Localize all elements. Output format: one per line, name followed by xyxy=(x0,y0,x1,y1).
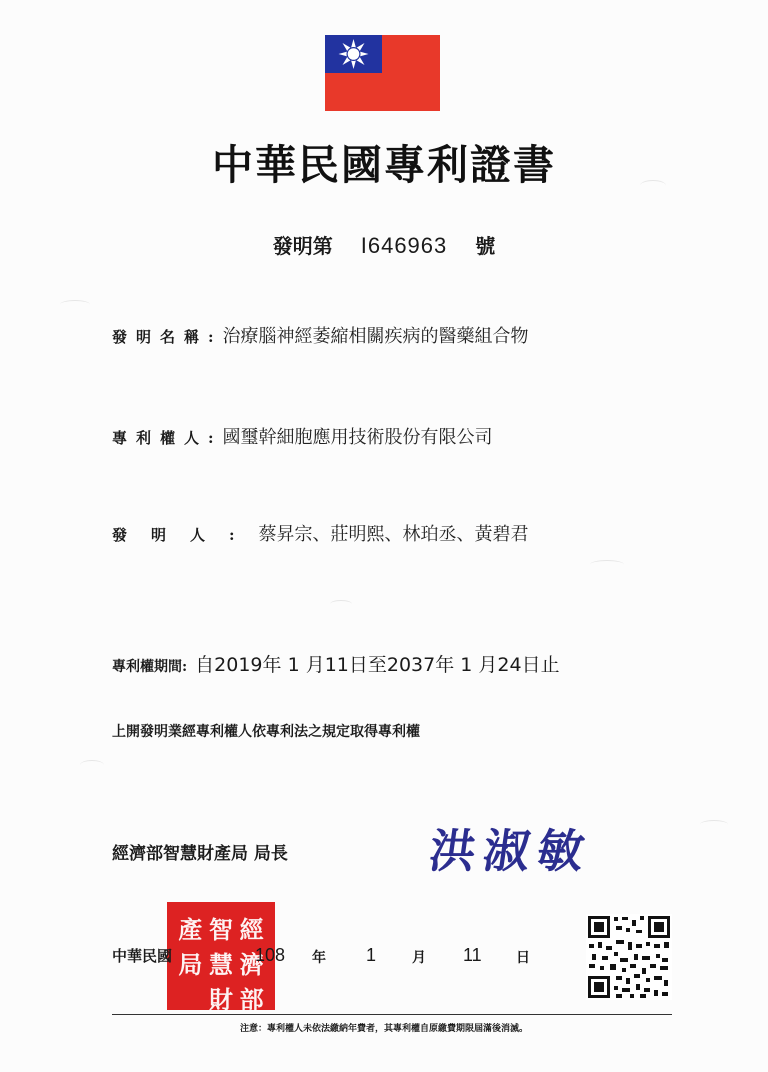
seal-char: 產 xyxy=(178,915,203,944)
patent-term-label: 專利權期間: xyxy=(112,659,188,675)
patent-number: I646963 xyxy=(360,233,448,258)
seal-char: 財 xyxy=(208,985,233,1014)
qr-code xyxy=(586,914,672,1000)
footer-note: 注意：專利權人未依法繳納年費者，其專利權自原繳費期限屆滿後消滅。 xyxy=(239,1024,528,1034)
paper-fiber xyxy=(330,600,352,608)
seal-char: 智 xyxy=(208,915,233,944)
seal-char: 濟 xyxy=(239,950,264,979)
seal-char xyxy=(175,980,206,1015)
paper-fiber xyxy=(80,760,104,770)
patentee-row xyxy=(112,423,493,449)
paper-fiber xyxy=(60,300,90,309)
seal-char: 部 xyxy=(239,985,264,1014)
invention-name-label: 發明名稱: xyxy=(112,328,223,346)
seal-char: 慧 xyxy=(208,950,233,979)
paper-fiber xyxy=(700,820,728,829)
patent-number-prefix: 發明第 xyxy=(272,234,333,258)
date-year-unit: 年 xyxy=(312,950,326,966)
director-signature: 洪淑敏 xyxy=(425,824,596,878)
grant-statement: 上開發明業經專利權人依專利法之規定取得專利權 xyxy=(112,724,420,740)
seal-char: 經 xyxy=(239,915,264,944)
date-month: 1 xyxy=(366,945,377,965)
invention-name-value: 治療腦神經萎縮相關疾病的醫藥組合物 xyxy=(222,326,529,347)
date-month-unit: 月 xyxy=(412,950,426,966)
certificate-title: 中華民國專利證書 xyxy=(212,141,556,189)
patent-number-suffix: 號 xyxy=(475,234,496,258)
patent-term-row xyxy=(112,650,560,677)
patentee-label: 專利權人: xyxy=(112,429,223,447)
inventor-value: 蔡昇宗、莊明熙、林珀丞、黃碧君 xyxy=(258,524,529,545)
patent-term-value: 自2019年 1 月11日至2037年 1 月24日止 xyxy=(195,654,560,676)
date-day: 11 xyxy=(463,945,482,965)
inventor-label: 發明人: xyxy=(112,526,259,544)
paper-fiber xyxy=(590,560,624,569)
qr-code-icon xyxy=(586,914,672,1000)
inventor-row xyxy=(112,520,529,546)
white-sun-icon xyxy=(325,35,382,73)
footer-divider xyxy=(112,1014,672,1015)
flag-canton xyxy=(325,35,382,73)
issuing-authority: 經濟部智慧財產局 局長 xyxy=(112,844,288,864)
patent-number-line xyxy=(0,230,768,259)
date-year: 108 xyxy=(255,945,286,965)
patentee-value: 國璽幹細胞應用技術股份有限公司 xyxy=(222,427,493,448)
invention-name-row xyxy=(112,322,529,348)
seal-char: 局 xyxy=(178,950,203,979)
date-label: 中華民國 xyxy=(112,947,173,965)
date-day-unit: 日 xyxy=(516,950,530,966)
roc-flag xyxy=(325,35,440,111)
